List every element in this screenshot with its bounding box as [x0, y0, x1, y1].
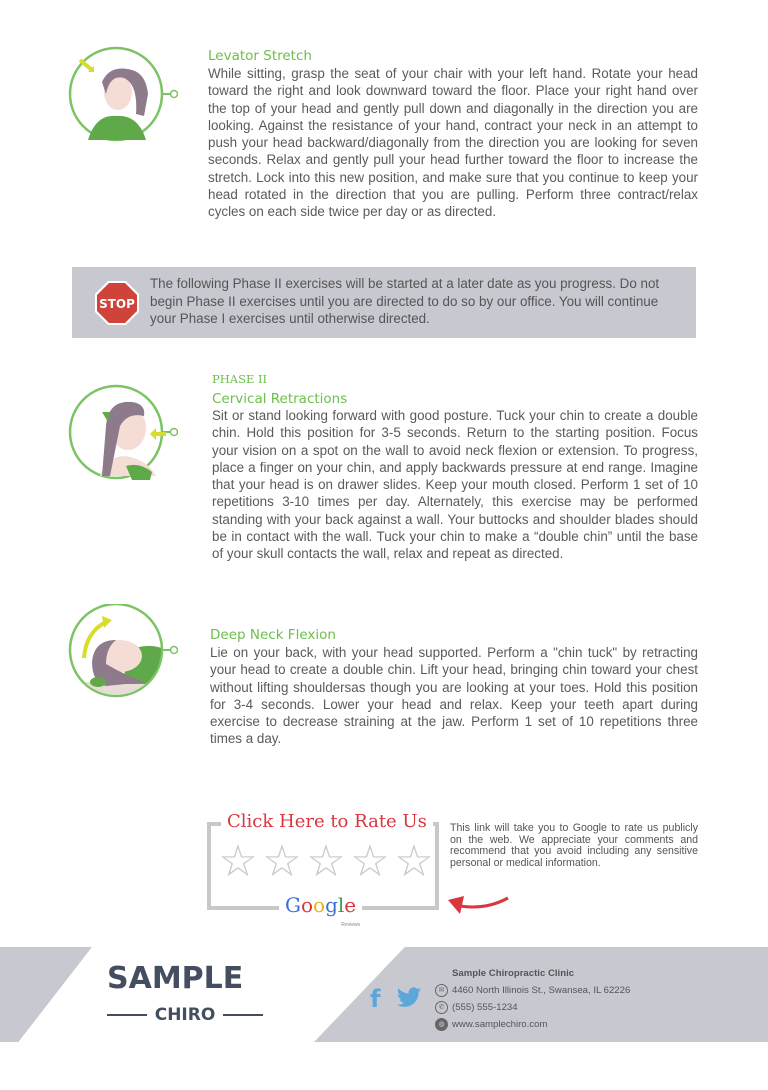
clinic-contact [435, 965, 630, 1033]
star-icon[interactable]: ☆ [306, 837, 346, 886]
exercise-description: Lie on your back, with your head supported. Perform a "chin tuck" by retracting your head to create a double chin. Lift your head, bringing chin toward your chest without lifting shouldersas though you are looking at your toes. Hold this position for 3-4 seconds. Lower your head and relax. Keep your teeth apart during exercise to decrease straining at the jaw. Perform 1 set of 10 repetitions three times a day. [210, 645, 698, 747]
exercise-title: Cervical Retractions [212, 391, 348, 407]
google-reviews-logo: Google Reviews [279, 894, 362, 916]
star-icon[interactable]: ☆ [350, 837, 390, 886]
levator-stretch-icon [66, 44, 178, 156]
stop-sign-icon [94, 280, 140, 326]
levator-stretch-illustration [66, 44, 178, 156]
rating-disclaimer: This link will take you to Google to rate us publicly on the web. We appreciate your comments and recommend that you avoid including any sensitive personal or medical information. [450, 822, 698, 869]
logo-chiro: CHIRO [107, 1005, 263, 1025]
logo-sample: SAMPLE [107, 961, 244, 996]
clinic-website-link[interactable]: www.samplechiro.com [452, 1019, 548, 1030]
deep-neck-flexion-icon [66, 604, 178, 716]
clinic-phone[interactable]: (555) 555-1234 [452, 1002, 518, 1013]
notice-text: The following Phase II exercises will be started at a later date as you progress. Do not begin Phase II exercises until you are directed to do so by our office. You will continue your Phase I exercises until otherwise directed. [150, 276, 660, 326]
clinic-address: 4460 North Illinois St., Swansea, IL 62226 [452, 985, 631, 996]
exercise-title: Deep Neck Flexion [210, 627, 336, 643]
red-arrow-icon [446, 890, 512, 918]
clinic-name: Sample Chiropractic Clinic [452, 968, 575, 979]
cervical-retraction-icon [66, 376, 178, 488]
phase-label: PHASE II [212, 372, 268, 386]
logo-rule-right [223, 1014, 263, 1016]
exercise-description: Sit or stand looking forward with good posture. Tuck your chin to create a double chin. Hold this position for 3-5 seconds. Return to the starting position. Focus your vision on a spot on the wall to avoid neck flexion or extension. To progress, place a finger on your chin, and apply backwards pressure at end range. Imagine that your head is on drawer slides. Keep your mouth closed. Perform 1 set of 10 repetitions 3-10 times per day. Alternately, this exercise may be performed standing with your back against a wall. Your buttocks and shoulder blades should be in contact with the wall. Tuck your chin to make a “double chin” until the base of your skull contacts the wall, relax and repeat as directed. [212, 408, 698, 562]
rate-us-button[interactable] [207, 811, 439, 928]
deep-neck-flexion-illustration [66, 604, 178, 716]
cervical-retraction-illustration [66, 376, 178, 488]
twitter-icon[interactable] [395, 987, 423, 1009]
star-icon[interactable]: ☆ [262, 837, 302, 886]
logo-rule-left [107, 1014, 147, 1016]
svg-text:STOP: STOP [99, 297, 135, 311]
footer-left-band [0, 947, 92, 1042]
star-rating[interactable] [217, 837, 435, 886]
mail-icon: ✉ [435, 984, 448, 997]
phase-notice-banner [72, 267, 696, 338]
facebook-icon[interactable]: f [370, 985, 381, 1013]
phone-icon: ✆ [435, 1001, 448, 1014]
exercise-title: Levator Stretch [208, 48, 312, 64]
rate-us-title[interactable]: Click Here to Rate Us [221, 812, 433, 832]
exercise-description: While sitting, grasp the seat of your chair with your left hand. Rotate your head toward the right and look downward toward the floor. Place your right hand over the top of your head and gently pull down and diagonally in the direction you are looking. Against the resistance of your hand, contract your neck in an attempt to push your head backward/diagonally from the direction you are looking for seven seconds. Relax and gently pull your head further toward the floor to increase the stretch. Lock into this new position, and make sure that you continue to keep your head rotated in the direction that you are pulling. Perform three contract/relax cycles on each side twice per day or as directed. [208, 66, 698, 220]
globe-icon: ◍ [435, 1018, 448, 1031]
star-icon[interactable]: ☆ [394, 837, 434, 886]
star-icon[interactable]: ☆ [218, 837, 258, 886]
